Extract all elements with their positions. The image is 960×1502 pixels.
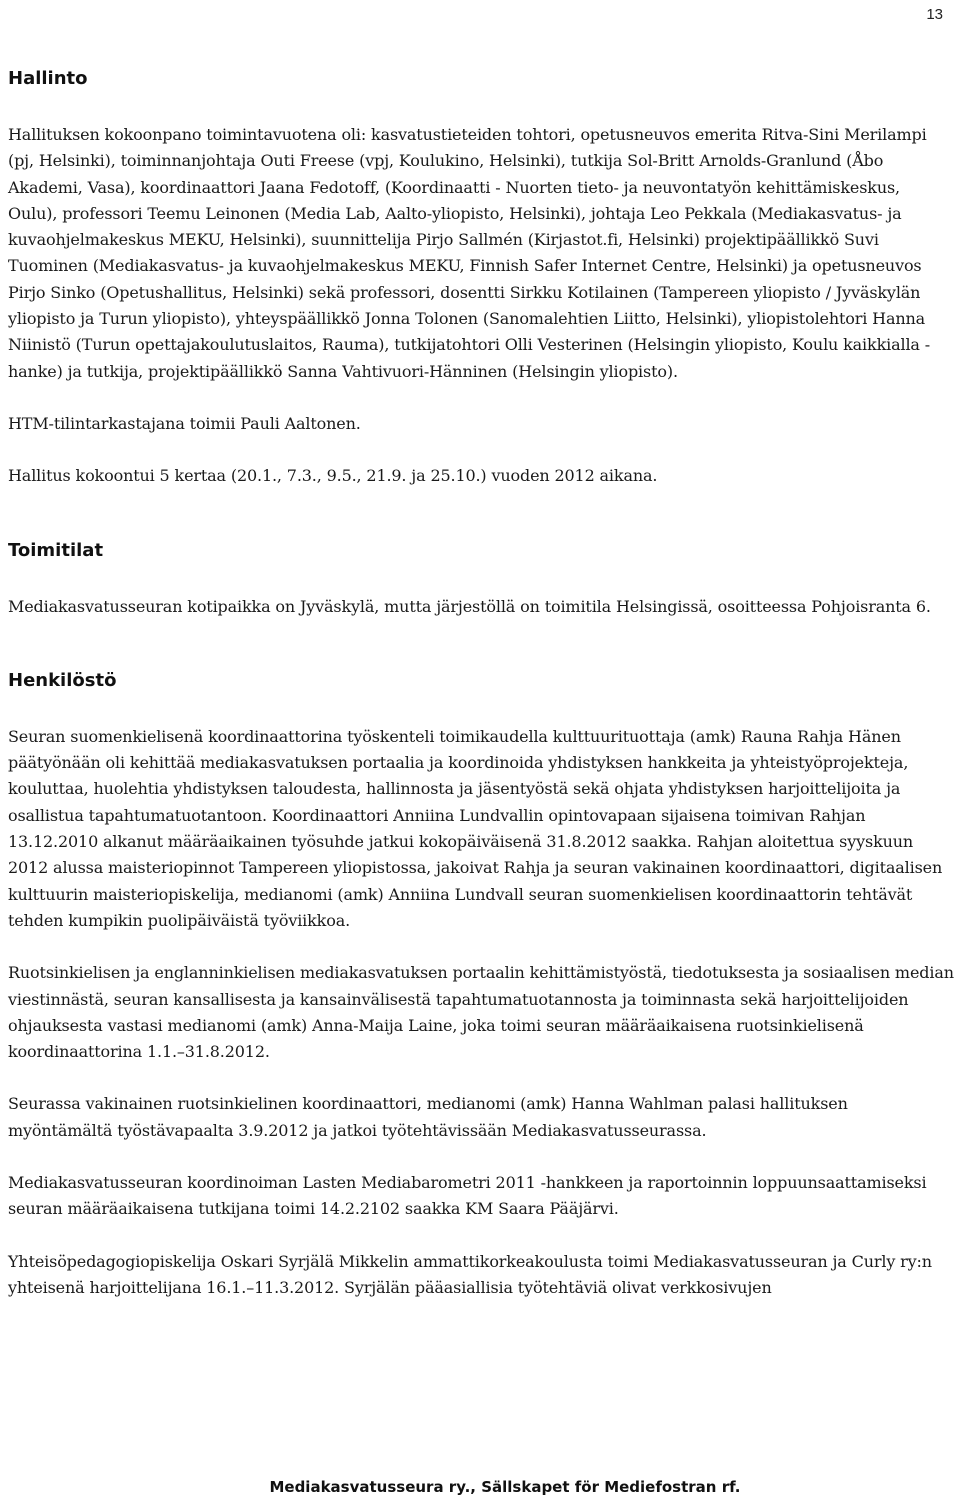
heading-hallinto: Hallinto bbox=[8, 68, 88, 89]
heading-toimitilat: Toimitilat bbox=[8, 539, 104, 561]
paragraph-auditor: HTM-tilintarkastajana toimii Pauli Aaltonen. bbox=[8, 413, 361, 433]
document-body bbox=[8, 66, 954, 1301]
heading-henkilosto: Henkilöstö bbox=[8, 669, 117, 691]
paragraph-board-meetings: Hallitus kokoontui 5 kertaa (20.1., 7.3., 9.5., 21.9. ja 25.10.) vuoden 2012 aikana. bbox=[8, 466, 658, 486]
paragraph-board-members: Hallituksen kokoonpano toimintavuotena oli: kasvatustieteiden tohtori, opetusneuvos emerita Ritva-Sini Merilampi (pj, Helsinki), toiminnanjohtaja Outi Freese (vpj, Koulukino, Helsinki), tutkija Sol-Britt Arnolds-Granlund (Åbo Akademi, Vasa), koordinaattori Jaana Fedotoff, (Koordinaatti - Nuorten tieto- ja neuvontatyön kehittämiskeskus, Oulu), professori Teemu Leinonen (Media Lab, Aalto-yliopisto, Helsinki), johtaja Leo Pekkala (Mediakasvatus- ja kuvaohjelmakeskus MEKU, Helsinki), suunnittelija Pirjo Sallmén (Kirjastot.fi, Helsinki) projektipäällikkö Suvi Tuominen (Mediakasvatus- ja kuvaohjelmakeskus MEKU, Finnish Safer Internet Centre, Helsinki) ja opetusneuvos Pirjo Sinko (Opetushallitus, Helsinki) sekä professori, dosentti Sirkku Kotilainen (Tampereen yliopisto / Jyväskylän yliopisto ja Turun yliopisto), yhteyspäällikkö Jonna Tolonen (Sanomalehtien Liitto, Helsinki), yliopistolehtori Hanna Niinistö (Turun opettajakoulutuslaitos, Rauma), tutkijatohtori Olli Vesterinen (Helsingin yliopisto, Koulu kaikkialla -hanke) ja tutkija, projektipäällikkö Sanna Vahtivuori-Hänninen (Helsingin yliopisto). bbox=[8, 125, 930, 381]
paragraph-premises: Mediakasvatusseuran kotipaikka on Jyväskylä, mutta järjestöllä on toimitila Helsingissä, osoitteessa Pohjoisranta 6. bbox=[8, 596, 931, 616]
paragraph-permanent-coordinator: Seurassa vakinainen ruotsinkielinen koordinaattori, medianomi (amk) Hanna Wahlman palasi hallituksen myöntämältä työstävapaalta 3.9.2012 ja jatkoi työtehtävissään Mediakasvatusseurassa. bbox=[8, 1094, 848, 1140]
paragraph-intern: Yhteisöpedagogiopiskelija Oskari Syrjälä Mikkelin ammattikorkeakoulusta toimi Mediakasvatusseuran ja Curly ry:n yhteisenä harjoittelijana 16.1.–11.3.2012. Syrjälän pääasiallisia työtehtäviä olivat verkkosivujen bbox=[8, 1251, 932, 1297]
paragraph-swedish-coordinator: Ruotsinkielisen ja englanninkielisen mediakasvatuksen portaalin kehittämistyöstä, tiedotuksesta ja sosiaalisen median viestinnästä, seuran kansallisesta ja kansainvälisestä tapahtumatuotannosta ja toiminnasta sekä harjoittelijoiden ohjauksesta vastasi medianomi (amk) Anna-Maija Laine, joka toimi seuran määräaikaisena ruotsinkielisenä koordinaattorina 1.1.–31.8.2012. bbox=[8, 963, 954, 1062]
paragraph-finnish-coordinator: Seuran suomenkielisenä koordinaattorina työskenteli toimikaudella kulttuurituottaja (amk) Rauna Rahja Hänen päätyönään oli kehittää mediakasvatuksen portaalia ja koordinoida yhdistyksen hankkeita ja yhteistyöprojekteja, kouluttaa, huolehtia yhdistyksen taloudesta, hallinnosta ja jäsentyöstä sekä ohjata yhdistyksen harjoittelijoita ja osallistua tapahtumatuotantoon. Koordinaattori Anniina Lundvallin opintovapaan sijaisena toimivan Rahjan 13.12.2010 alkanut määräaikainen työsuhde jatkui kokopäiväisenä 31.8.2012 saakka. Rahjan aloitettua syyskuun 2012 alussa maisteriopinnot Tampereen yliopistossa, jakoivat Rahja ja seuran vakinainen koordinaattori, digitaalisen kulttuurin maisteriopiskelija, medianomi (amk) Anniina Lundvall seuran suomenkielisen koordinaattorin tehtävät tehden kumpikin puolipäiväistä työviikkoa. bbox=[8, 726, 943, 930]
page-footer: Mediakasvatusseura ry., Sällskapet för Mediefostran rf. bbox=[269, 1478, 741, 1496]
paragraph-researcher: Mediakasvatusseuran koordinoiman Lasten Mediabarometri 2011 -hankkeen ja raportoinnin loppuunsaattamiseksi seuran määräaikaisena tutkijana toimi 14.2.2102 saakka KM Saara Pääjärvi. bbox=[8, 1173, 927, 1219]
page-number: 13 bbox=[926, 6, 943, 23]
